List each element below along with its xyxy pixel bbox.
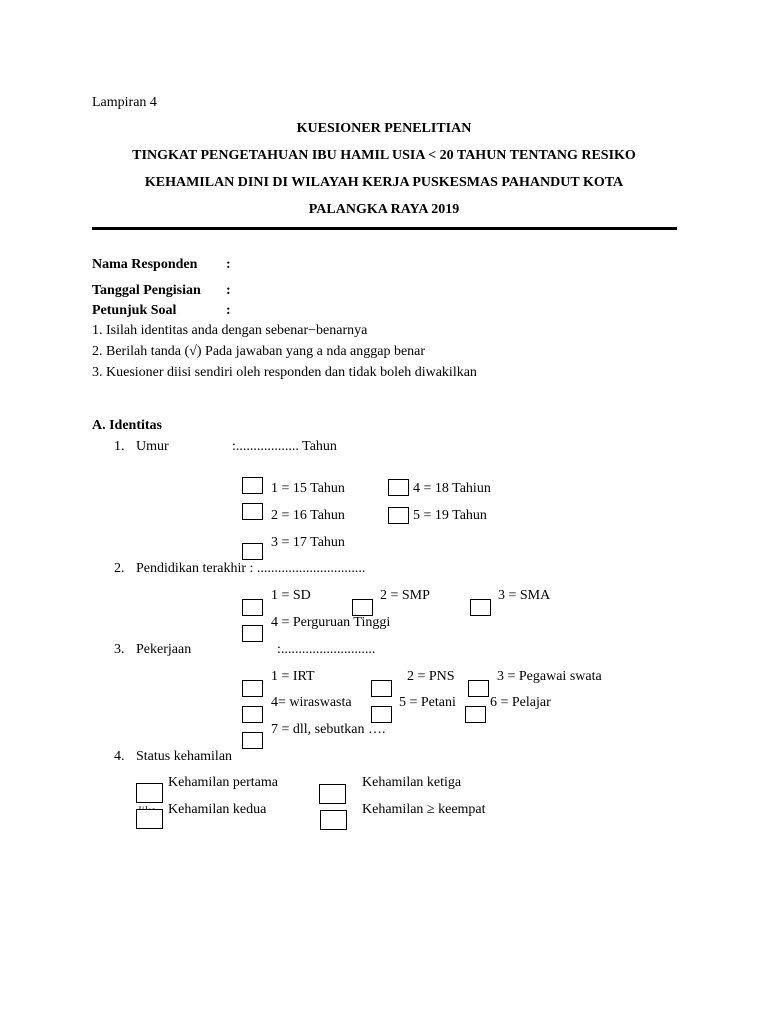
title-line-1: KUESIONER PENELITIAN: [296, 121, 472, 136]
q4-number: 4.: [114, 749, 125, 764]
q3-number: 3.: [114, 642, 125, 657]
q1-option: 3 = 17 Tahun: [271, 535, 345, 550]
q3-option: 1 = IRT: [271, 669, 315, 684]
q2-checkbox-pt[interactable]: [242, 625, 263, 642]
section-a-heading: A. Identitas: [92, 418, 163, 433]
title-line-4: PALANGKA RAYA 2019: [308, 202, 460, 217]
nama-responden-colon: :: [226, 257, 231, 272]
q3-checkbox-wiraswasta[interactable]: [242, 706, 263, 723]
q3-checkbox-pegawai[interactable]: [468, 680, 489, 697]
petunjuk-soal-label: Petunjuk Soal: [92, 303, 177, 318]
q3-checkbox-irt[interactable]: [242, 680, 263, 697]
q4-checkbox-ketiga[interactable]: [319, 784, 346, 804]
q3-checkbox-petani[interactable]: [371, 706, 392, 723]
q1-option: 2 = 16 Tahun: [271, 508, 345, 523]
q1-checkbox-16[interactable]: [242, 503, 263, 520]
q4-option: Kehamilan pertama: [168, 775, 279, 790]
q4-checkbox-keempat[interactable]: [320, 810, 347, 830]
q3-fill: :...........................: [277, 642, 376, 657]
q4-option: Kehamilan ≥ keempat: [362, 802, 486, 817]
lampiran-label: Lampiran 4: [92, 95, 157, 110]
q4-checkbox-kedua[interactable]: [136, 809, 163, 829]
title-line-2: TINGKAT PENGETAHUAN IBU HAMIL USIA < 20 TAHUN TENTANG RESIKO: [132, 148, 636, 163]
q2-option: 3 = SMA: [498, 588, 551, 603]
q1-option: 4 = 18 Tahiun: [413, 481, 491, 496]
q2-number: 2.: [114, 561, 125, 576]
q1-checkbox-15[interactable]: [242, 477, 263, 494]
q2-option: 2 = SMP: [380, 588, 430, 603]
q4-option: Kehamilan ketiga: [362, 775, 462, 790]
q2-label: Pendidikan terakhir : ...............................: [136, 561, 366, 576]
q1-checkbox-18[interactable]: [388, 479, 409, 496]
q1-option: 1 = 15 Tahun: [271, 481, 345, 496]
q4-label: Status kehamilan: [136, 749, 233, 764]
q1-checkbox-19[interactable]: [388, 507, 409, 524]
q2-option: 1 = SD: [271, 588, 311, 603]
instruction-item: 3. Kuesioner diisi sendiri oleh responden dan tidak boleh diwakilkan: [92, 365, 477, 380]
q3-option: 5 = Petani: [399, 695, 456, 710]
q3-label: Pekerjaan: [136, 642, 192, 657]
tanggal-pengisian-colon: :: [226, 283, 231, 298]
q2-checkbox-sma[interactable]: [470, 599, 491, 616]
q1-checkbox-17[interactable]: [242, 543, 263, 560]
q4-checkbox-pertama[interactable]: [136, 783, 163, 803]
instruction-item: 1. Isilah identitas anda dengan sebenar−benarnya: [92, 323, 368, 338]
q1-number: 1.: [114, 439, 125, 454]
q1-fill: :.................. Tahun: [232, 439, 337, 454]
q3-checkbox-dll[interactable]: [242, 732, 263, 749]
instruction-item: 2. Berilah tanda (√) Pada jawaban yang a nda anggap benar: [92, 344, 426, 359]
nama-responden-label: Nama Responden: [92, 257, 198, 272]
title-line-3: KEHAMILAN DINI DI WILAYAH KERJA PUSKESMAS PAHANDUT KOTA: [144, 175, 624, 190]
q1-label: Umur: [136, 439, 169, 454]
title-divider: [92, 227, 677, 230]
q2-checkbox-smp[interactable]: [352, 599, 373, 616]
q3-option: 3 = Pegawai swata: [497, 669, 602, 684]
q3-option: 7 = dll, sebutkan ….: [271, 722, 386, 737]
q1-option: 5 = 19 Tahun: [413, 508, 487, 523]
tanggal-pengisian-label: Tanggal Pengisian: [92, 283, 201, 298]
petunjuk-soal-colon: :: [226, 303, 231, 318]
q4-option: Kehamilan kedua: [168, 802, 267, 817]
q3-checkbox-pelajar[interactable]: [465, 706, 486, 723]
q3-option: 2 = PNS: [407, 669, 455, 684]
q3-option: 4= wiraswasta: [271, 695, 352, 710]
q2-checkbox-sd[interactable]: [242, 599, 263, 616]
q2-option: 4 = Perguruan Tinggi: [271, 615, 391, 630]
q3-checkbox-pns[interactable]: [371, 680, 392, 697]
q3-option: 6 = Pelajar: [490, 695, 551, 710]
